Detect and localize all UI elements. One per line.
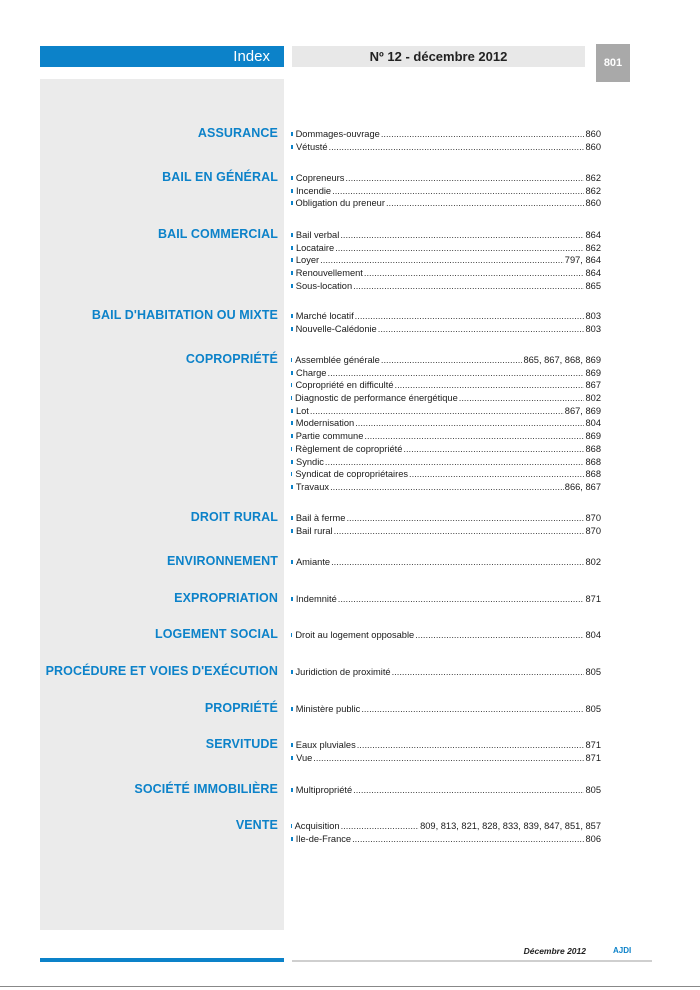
entry-pages: 865 <box>585 280 601 291</box>
index-entry <box>291 833 601 846</box>
index-entry <box>291 229 601 242</box>
entry-term: Modernisation <box>295 418 355 429</box>
square-bullet-icon <box>291 516 293 520</box>
dot-leader <box>364 430 584 443</box>
square-bullet-icon <box>291 837 293 841</box>
entry-pages: 869 <box>585 367 601 378</box>
square-bullet-icon <box>291 597 293 601</box>
section-header: Index <box>40 46 284 67</box>
entry-term: Bail rural <box>295 525 333 536</box>
index-entry <box>291 456 601 469</box>
dot-leader <box>325 456 585 469</box>
dot-leader <box>346 512 584 525</box>
index-entry <box>291 443 601 456</box>
entry-list <box>291 172 601 210</box>
square-bullet-icon <box>291 529 293 533</box>
dot-leader <box>320 254 564 267</box>
index-entry <box>291 392 601 405</box>
dot-leader <box>409 468 584 481</box>
section-title: SERVITUDE <box>205 737 278 751</box>
entry-term: Copropriété en difficulté <box>295 380 394 391</box>
index-entry <box>291 405 601 418</box>
dot-leader <box>392 666 585 679</box>
entry-pages: 860 <box>585 129 601 139</box>
entry-pages: 871 <box>585 594 601 604</box>
page-edge-rule <box>0 986 700 987</box>
square-bullet-icon <box>291 788 293 792</box>
index-entry <box>291 354 601 367</box>
dot-leader <box>330 481 564 494</box>
dot-leader <box>361 703 584 716</box>
square-bullet-icon <box>291 327 293 331</box>
square-bullet-icon <box>291 246 293 250</box>
entry-pages: 804 <box>585 418 601 429</box>
entry-pages: 864 <box>585 268 601 279</box>
index-entry <box>291 525 601 538</box>
entry-pages: 871 <box>585 752 601 763</box>
square-bullet-icon <box>291 201 293 205</box>
dot-leader <box>329 141 585 154</box>
dot-leader <box>355 310 585 323</box>
square-bullet-icon <box>291 284 293 288</box>
dot-leader <box>357 739 585 752</box>
dot-leader <box>381 354 523 367</box>
square-bullet-icon <box>291 824 292 828</box>
index-entry <box>291 820 601 833</box>
entry-pages: 803 <box>585 311 601 321</box>
square-bullet-icon <box>291 460 293 464</box>
square-bullet-icon <box>291 756 293 760</box>
entry-term: Syndic <box>296 456 324 467</box>
dot-leader <box>378 323 585 336</box>
entry-pages: 797, 864 <box>564 255 601 266</box>
entry-pages: 864 <box>585 230 601 240</box>
entry-pages: 806 <box>585 833 601 844</box>
dot-leader <box>355 417 584 430</box>
issue-header: Nº 12 - décembre 2012 <box>292 46 585 67</box>
entry-pages: 802 <box>585 557 601 567</box>
index-entry <box>291 379 601 392</box>
footer-rule <box>292 960 652 962</box>
dot-leader <box>364 267 585 280</box>
entry-pages: 866, 867 <box>564 481 601 492</box>
section-title: VENTE <box>235 818 278 832</box>
dot-leader <box>335 242 584 255</box>
square-bullet-icon <box>291 314 293 318</box>
dot-leader <box>313 752 584 765</box>
entry-term: Juridiction de proximité <box>295 667 391 677</box>
entry-pages: 869 <box>585 431 601 442</box>
index-entry <box>291 430 601 443</box>
section-title: ENVIRONNEMENT <box>166 554 278 568</box>
square-bullet-icon <box>291 189 293 193</box>
entry-pages: 870 <box>585 525 601 536</box>
dot-leader <box>353 280 584 293</box>
square-bullet-icon <box>291 633 292 637</box>
entry-term: Ministère public <box>295 704 361 714</box>
dot-leader <box>334 525 585 538</box>
square-bullet-icon <box>291 409 293 413</box>
entry-list <box>291 310 601 335</box>
entry-pages: 804 <box>585 630 601 640</box>
entry-pages: 805 <box>585 667 601 677</box>
entry-term: Sous-location <box>295 280 353 291</box>
entry-term: Droit au logement opposable <box>295 630 415 640</box>
square-bullet-icon <box>291 176 293 180</box>
entry-list <box>291 739 601 764</box>
square-bullet-icon <box>291 271 293 275</box>
entry-term: Partie commune <box>295 431 364 442</box>
index-entry <box>291 784 601 797</box>
section-title: SOCIÉTÉ IMMOBILIÈRE <box>134 782 278 796</box>
entry-pages: 870 <box>585 513 601 523</box>
dot-leader <box>395 379 585 392</box>
entry-pages: 871 <box>585 740 601 750</box>
entry-term: Indemnité <box>295 594 337 604</box>
entry-pages: 860 <box>585 141 601 152</box>
entry-term: Locataire <box>295 242 335 253</box>
entry-term: Syndicat de copropriétaires <box>295 469 409 480</box>
square-bullet-icon <box>291 560 293 564</box>
square-bullet-icon <box>291 383 292 387</box>
dot-leader <box>352 833 584 846</box>
square-bullet-icon <box>291 707 293 711</box>
entry-term: Règlement de copropriété <box>295 443 403 454</box>
index-entry <box>291 739 601 752</box>
entry-pages: 868 <box>585 456 601 467</box>
square-bullet-icon <box>291 670 293 674</box>
footer-rule-accent <box>40 958 284 962</box>
index-entry <box>291 172 601 185</box>
index-entry <box>291 593 601 606</box>
entry-term: Lot <box>295 405 309 416</box>
index-entry <box>291 556 601 569</box>
entry-term: Renouvellement <box>295 268 363 279</box>
entry-term: Travaux <box>295 481 330 492</box>
dot-leader <box>403 443 584 456</box>
entry-term: Nouvelle-Calédonie <box>295 323 377 334</box>
entry-pages: 802 <box>585 393 601 404</box>
footer-date: Décembre 2012 <box>523 946 586 956</box>
entry-pages: 868 <box>585 469 601 480</box>
dot-leader <box>459 392 585 405</box>
entry-pages: 805 <box>585 785 601 795</box>
square-bullet-icon <box>291 485 293 489</box>
entry-pages: 867, 869 <box>564 405 601 416</box>
square-bullet-icon <box>291 396 292 400</box>
entry-pages: 865, 867, 868, 869 <box>523 355 601 365</box>
index-entry <box>291 280 601 293</box>
dot-leader <box>338 593 585 606</box>
index-entry <box>291 242 601 255</box>
entry-pages: 805 <box>585 704 601 714</box>
index-entry <box>291 323 601 336</box>
index-entry <box>291 417 601 430</box>
dot-leader <box>353 784 584 797</box>
entry-pages: 862 <box>585 242 601 253</box>
dot-leader <box>327 367 584 380</box>
dot-leader <box>340 229 584 242</box>
square-bullet-icon <box>291 743 293 747</box>
entry-list <box>291 556 601 569</box>
index-entry <box>291 128 601 141</box>
entry-term: Amiante <box>295 557 331 567</box>
index-entry <box>291 254 601 267</box>
dot-leader <box>331 556 584 569</box>
dot-leader <box>341 820 419 833</box>
square-bullet-icon <box>291 258 293 262</box>
section-title: LOGEMENT SOCIAL <box>154 627 278 641</box>
entry-pages: 867 <box>585 380 601 391</box>
entry-term: Marché locatif <box>295 311 354 321</box>
entry-term: Bail à ferme <box>295 513 346 523</box>
section-title: COPROPRIÉTÉ <box>185 352 278 366</box>
index-entry <box>291 666 601 679</box>
section-title: BAIL COMMERCIAL <box>157 227 278 241</box>
entry-pages: 809, 813, 821, 828, 833, 839, 847, 851, 857 <box>420 821 601 831</box>
square-bullet-icon <box>291 358 292 362</box>
entry-term: Copreneurs <box>295 173 345 183</box>
section-title: ASSURANCE <box>197 126 278 140</box>
footer-brand: AJDI <box>613 946 632 955</box>
index-entry <box>291 185 601 198</box>
entry-term: Acquisition <box>294 821 340 831</box>
square-bullet-icon <box>291 434 293 438</box>
entry-list <box>291 784 601 797</box>
square-bullet-icon <box>291 233 293 237</box>
index-entry <box>291 267 601 280</box>
entry-term: Dommages-ouvrage <box>295 129 380 139</box>
entry-list <box>291 354 601 494</box>
section-title: PROCÉDURE ET VOIES D'EXÉCUTION <box>45 664 278 678</box>
index-entry <box>291 481 601 494</box>
entry-pages: 862 <box>585 185 601 196</box>
entry-pages: 860 <box>585 198 601 209</box>
index-entry <box>291 512 601 525</box>
page-number: 801 <box>596 44 630 82</box>
entry-pages: 868 <box>585 443 601 454</box>
entry-term: Charge <box>295 367 327 378</box>
section-title: DROIT RURAL <box>190 510 278 524</box>
entry-term: Ile-de-France <box>295 833 352 844</box>
entry-pages: 803 <box>585 323 601 334</box>
entry-term: Incendie <box>295 185 332 196</box>
left-panel <box>40 79 284 930</box>
entry-list <box>291 629 601 642</box>
section-title: PROPRIÉTÉ <box>204 701 278 715</box>
entry-list <box>291 593 601 606</box>
square-bullet-icon <box>291 132 293 136</box>
entry-term: Vue <box>296 752 313 763</box>
dot-leader <box>386 197 585 210</box>
index-entry <box>291 703 601 716</box>
index-entry <box>291 141 601 154</box>
square-bullet-icon <box>291 371 293 375</box>
entry-term: Assemblée générale <box>295 355 380 365</box>
index-entry <box>291 367 601 380</box>
dot-leader <box>310 405 564 418</box>
dot-leader <box>345 172 584 185</box>
index-entry <box>291 310 601 323</box>
dot-leader <box>415 629 584 642</box>
dot-leader <box>332 185 584 198</box>
square-bullet-icon <box>291 421 293 425</box>
section-title: EXPROPRIATION <box>174 591 278 605</box>
index-entry <box>291 197 601 210</box>
index-entry <box>291 468 601 481</box>
entry-list <box>291 128 601 153</box>
entry-list <box>291 666 601 679</box>
index-entry <box>291 629 601 642</box>
section-title: BAIL D'HABITATION OU MIXTE <box>91 308 278 322</box>
dot-leader <box>381 128 585 141</box>
entry-list <box>291 703 601 716</box>
entry-term: Multipropriété <box>295 785 353 795</box>
entry-term: Loyer <box>295 255 320 266</box>
entry-pages: 862 <box>585 173 601 183</box>
entry-list <box>291 820 601 845</box>
entry-list <box>291 512 601 537</box>
index-entry <box>291 752 601 765</box>
section-title: BAIL EN GÉNÉRAL <box>162 170 278 184</box>
entry-term: Bail verbal <box>295 230 340 240</box>
square-bullet-icon <box>291 145 293 149</box>
entry-term: Obligation du preneur <box>295 198 385 209</box>
entry-term: Diagnostic de performance énergétique <box>294 393 458 404</box>
square-bullet-icon <box>291 472 292 476</box>
square-bullet-icon <box>291 447 292 451</box>
entry-list <box>291 229 601 292</box>
entry-term: Eaux pluviales <box>295 740 356 750</box>
entry-term: Vétusté <box>295 141 328 152</box>
